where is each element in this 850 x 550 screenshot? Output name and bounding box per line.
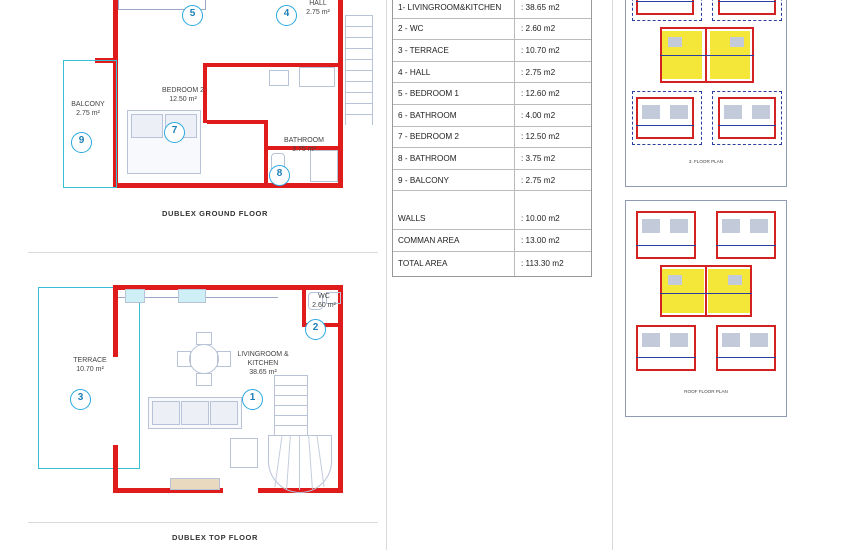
wall-segment	[264, 120, 268, 183]
top-floor-title: DUBLEX TOP FLOOR	[172, 533, 258, 542]
furniture-tv-unit	[170, 478, 220, 490]
furniture-bathtub	[299, 67, 335, 87]
furniture-cushion	[181, 401, 209, 425]
legend-key: 1- LIVINGROOM&KITCHEN	[398, 2, 502, 12]
staircase	[274, 375, 308, 435]
legend-value: : 38.65 m2	[514, 0, 591, 18]
legend-value: : 2.75 m2	[514, 62, 591, 83]
table-row	[393, 127, 591, 149]
kitchen-stove	[178, 289, 206, 303]
room-badge-3: 3	[70, 389, 91, 410]
area-legend-table	[392, 0, 592, 277]
partition-line	[205, 0, 206, 10]
table-row	[393, 105, 591, 127]
furniture-cushion	[152, 401, 180, 425]
table-row	[393, 230, 591, 252]
legend-value: : 2.60 m2	[514, 19, 591, 40]
legend-key: 3 - TERRACE	[398, 45, 449, 55]
room-label-wc: WC 2.60 m²	[312, 293, 336, 309]
wall-segment	[113, 445, 118, 493]
ground-floor-title: DUBLEX GROUND FLOOR	[162, 209, 268, 218]
mini-plan-roof-floor	[625, 200, 787, 417]
room-label-livingroom: LIVINGROOM & KITCHEN 38.65 m²	[237, 351, 289, 376]
table-spacer-row	[393, 191, 591, 208]
totals-key: WALLS	[398, 214, 426, 224]
sheet-divider-vertical	[386, 0, 387, 550]
furniture-pillow	[131, 114, 163, 138]
furniture-cushion	[210, 401, 238, 425]
room-badge-1: 1	[242, 389, 263, 410]
furniture-shower	[310, 150, 338, 182]
room-badge-4: 4	[276, 5, 297, 26]
legend-key: 8 - BATHROOM	[398, 153, 457, 163]
legend-value: : 2.75 m2	[514, 170, 591, 191]
legend-value: : 4.00 m2	[514, 105, 591, 126]
table-row	[393, 208, 591, 230]
table-row	[393, 62, 591, 84]
legend-key: 9 - BALCONY	[398, 175, 449, 185]
mini-plan-caption: 3. FLOOR PLAN	[688, 159, 724, 164]
furniture-sink	[269, 70, 289, 86]
legend-key: 4 - HALL	[398, 67, 431, 77]
legend-value: : 10.70 m2	[514, 40, 591, 61]
staircase	[345, 15, 373, 125]
room-badge-8: 8	[269, 165, 290, 186]
balcony-outline	[63, 60, 117, 188]
room-label-terrace: TERRACE 10.70 m²	[73, 357, 107, 373]
room-label-bathroom2: BATHROOM 3.75 m²	[284, 137, 324, 153]
room-label-hall: HALL 2.75 m²	[306, 0, 330, 16]
mini-plan-caption: ROOF FLOOR PLAN	[684, 389, 728, 394]
wall-segment	[338, 285, 343, 493]
totals-value: : 10.00 m2	[514, 208, 591, 229]
table-row	[393, 170, 591, 192]
mini-plan-3rd-floor	[625, 0, 787, 187]
legend-value: : 12.50 m2	[514, 127, 591, 148]
table-row	[393, 148, 591, 170]
totals-key: TOTAL AREA	[398, 259, 448, 269]
wall-segment	[338, 0, 343, 188]
legend-key: 2 - WC	[398, 24, 424, 34]
legend-value: : 3.75 m2	[514, 148, 591, 169]
totals-key: COMMAN AREA	[398, 235, 460, 245]
room-badge-2: 2	[305, 319, 326, 340]
legend-key: 7 - BEDROOM 2	[398, 132, 459, 142]
room-badge-9: 9	[71, 132, 92, 153]
totals-value: : 113.30 m2	[514, 252, 591, 276]
sheet-divider	[28, 252, 378, 253]
top-floor-plan	[30, 275, 370, 515]
furniture-coffee-table	[230, 438, 258, 468]
room-badge-7: 7	[164, 122, 185, 143]
table-row	[393, 0, 591, 19]
sheet-divider-vertical	[612, 0, 613, 550]
terrace-outline	[38, 287, 140, 469]
table-row	[393, 252, 591, 276]
legend-value: : 12.60 m2	[514, 83, 591, 104]
wall-segment	[113, 183, 343, 188]
legend-key: 6 - BATHROOM	[398, 110, 457, 120]
room-label-balcony: BALCONY 2.75 m²	[71, 101, 105, 117]
room-label-bedroom2: BEDROOM 2 12.50 m²	[161, 87, 204, 103]
kitchen-sink	[125, 289, 145, 303]
wall-segment	[207, 120, 267, 124]
ground-floor-plan	[55, 0, 365, 210]
wall-segment	[113, 285, 343, 290]
table-row	[393, 40, 591, 62]
staircase-curved	[268, 435, 330, 491]
partition-line	[118, 0, 119, 10]
room-badge-5: 5	[182, 5, 203, 26]
wall-segment	[113, 285, 118, 357]
sheet-divider	[28, 522, 378, 523]
legend-key: 5 - BEDROOM 1	[398, 89, 459, 99]
table-row	[393, 83, 591, 105]
totals-value: : 13.00 m2	[514, 230, 591, 251]
table-row	[393, 19, 591, 41]
